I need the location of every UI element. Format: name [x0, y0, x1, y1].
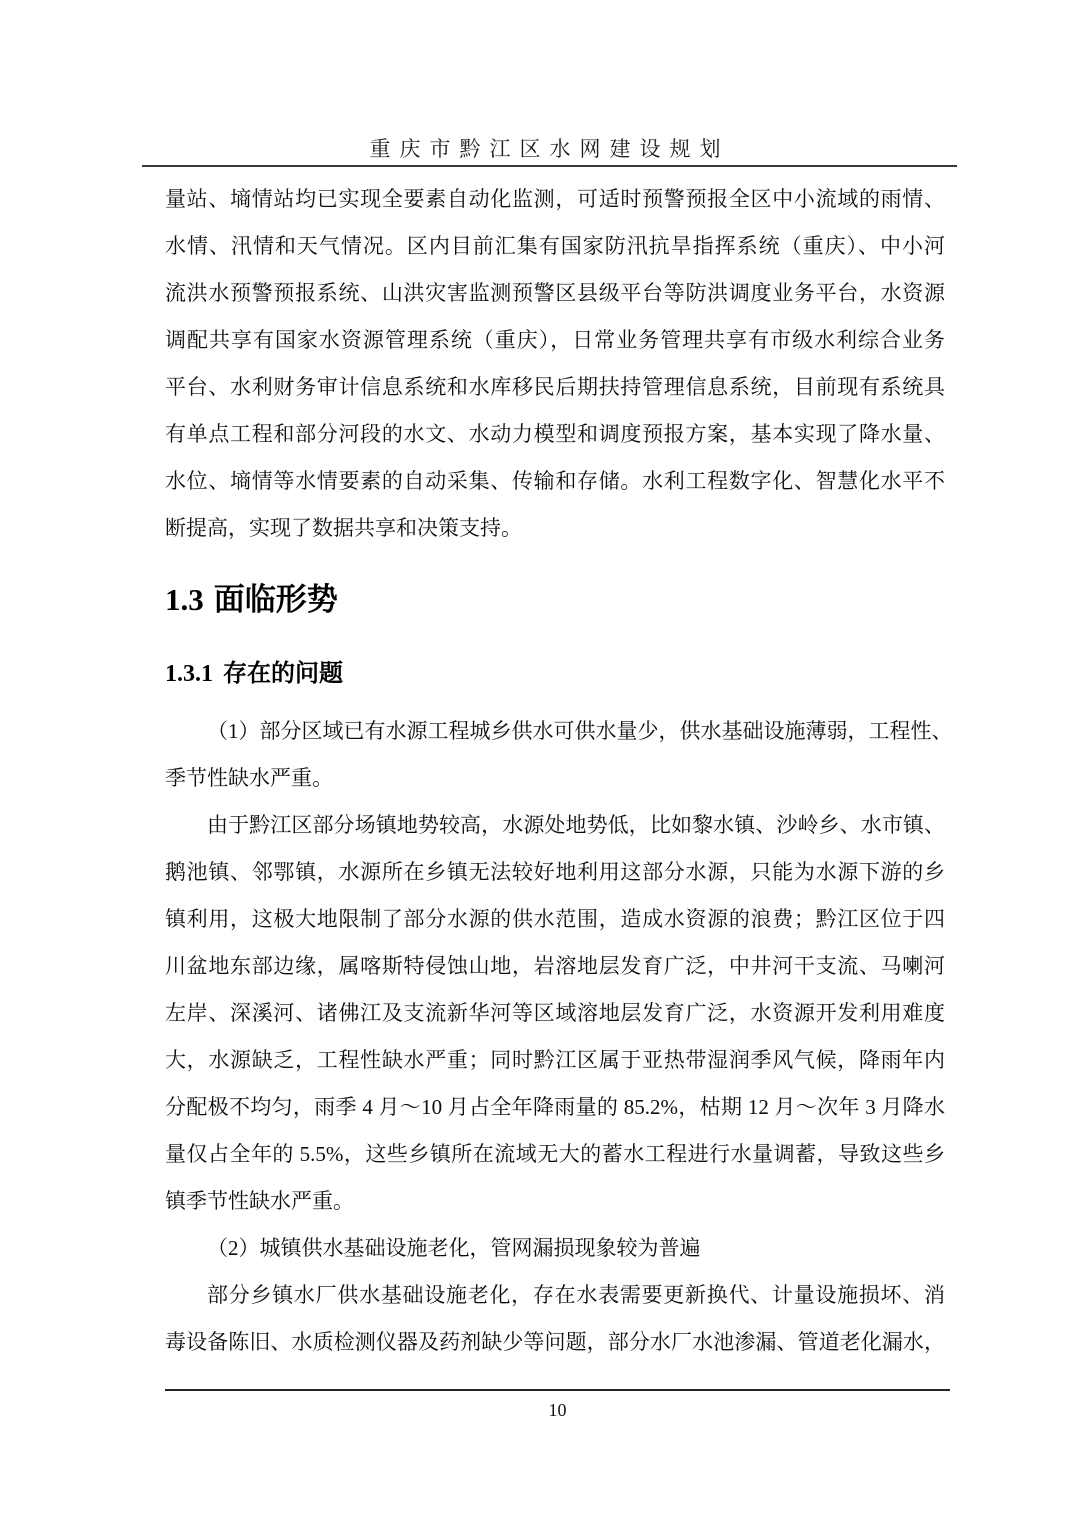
- page-header: [142, 133, 957, 163]
- body-line: 调配共享有国家水资源管理系统（重庆），日常业务管理共享有市级水利综合业务: [165, 328, 945, 352]
- subsection-title: 存在的问题: [223, 660, 343, 687]
- header-rule: [142, 165, 957, 167]
- page-header-title: 重庆市黔江区水网建设规划: [369, 138, 730, 161]
- body-line: 量仅占全年的 5.5%，这些乡镇所在流域无大的蓄水工程进行水量调蓄，导致这些乡: [165, 1142, 945, 1166]
- body-line: 流洪水预警预报系统、山洪灾害监测预警区县级平台等防洪调度业务平台，水资源: [165, 281, 945, 305]
- section-number: 1.3: [165, 582, 204, 617]
- section-heading: [165, 578, 945, 622]
- body-line: 部分乡镇水厂供水基础设施老化，存在水表需要更新换代、计量设施损坏、消: [207, 1283, 945, 1307]
- subsection-heading: [165, 656, 945, 692]
- footer-rule: [165, 1389, 950, 1391]
- body-line: 断提高，实现了数据共享和决策支持。: [165, 516, 522, 540]
- body-line: 镇利用，这极大地限制了部分水源的供水范围，造成水资源的浪费；黔江区位于四: [165, 907, 945, 931]
- body-line: 有单点工程和部分河段的水文、水动力模型和调度预报方案，基本实现了降水量、: [165, 422, 945, 446]
- body-line: 鹅池镇、邻鄂镇，水源所在乡镇无法较好地利用这部分水源，只能为水源下游的乡: [165, 860, 945, 884]
- body-line: 镇季节性缺水严重。: [165, 1189, 354, 1213]
- body-line: 毒设备陈旧、水质检测仪器及药剂缺少等问题，部分水厂水池渗漏、管道老化漏水，: [165, 1330, 945, 1354]
- body-line: 平台、水利财务审计信息系统和水库移民后期扶持管理信息系统，目前现有系统具: [165, 375, 945, 399]
- body-line: 分配极不均匀，雨季 4 月～10 月占全年降雨量的 85.2%，枯期 12 月～次年 3 月降水: [165, 1095, 945, 1119]
- body-line: 川盆地东部边缘，属喀斯特侵蚀山地，岩溶地层发育广泛，中井河干支流、马喇河: [165, 954, 945, 978]
- body-line: 水位、墒情等水情要素的自动采集、传输和存储。水利工程数字化、智慧化水平不: [165, 469, 945, 493]
- body-line: 量站、墒情站均已实现全要素自动化监测，可适时预警预报全区中小流域的雨情、: [165, 187, 945, 211]
- document-body: [165, 176, 953, 1366]
- body-line: 由于黔江区部分场镇地势较高，水源处地势低，比如黎水镇、沙岭乡、水市镇、: [207, 813, 945, 837]
- body-line: 季节性缺水严重。: [165, 766, 333, 790]
- body-line: （2）城镇供水基础设施老化，管网漏损现象较为普遍: [207, 1236, 701, 1260]
- body-line: 左岸、深溪河、诸佛江及支流新华河等区域溶地层发育广泛，水资源开发利用难度: [165, 1001, 945, 1025]
- body-line: 水情、汛情和天气情况。区内目前汇集有国家防汛抗旱指挥系统（重庆）、中小河: [165, 234, 945, 258]
- body-line: （1）部分区域已有水源工程城乡供水可供水量少，供水基础设施薄弱，工程性、: [207, 719, 953, 743]
- body-line: 大，水源缺乏，工程性缺水严重；同时黔江区属于亚热带湿润季风气候，降雨年内: [165, 1048, 945, 1072]
- subsection-number: 1.3.1: [165, 661, 213, 687]
- page-number: 10: [548, 1400, 567, 1420]
- section-title: 面临形势: [213, 582, 338, 617]
